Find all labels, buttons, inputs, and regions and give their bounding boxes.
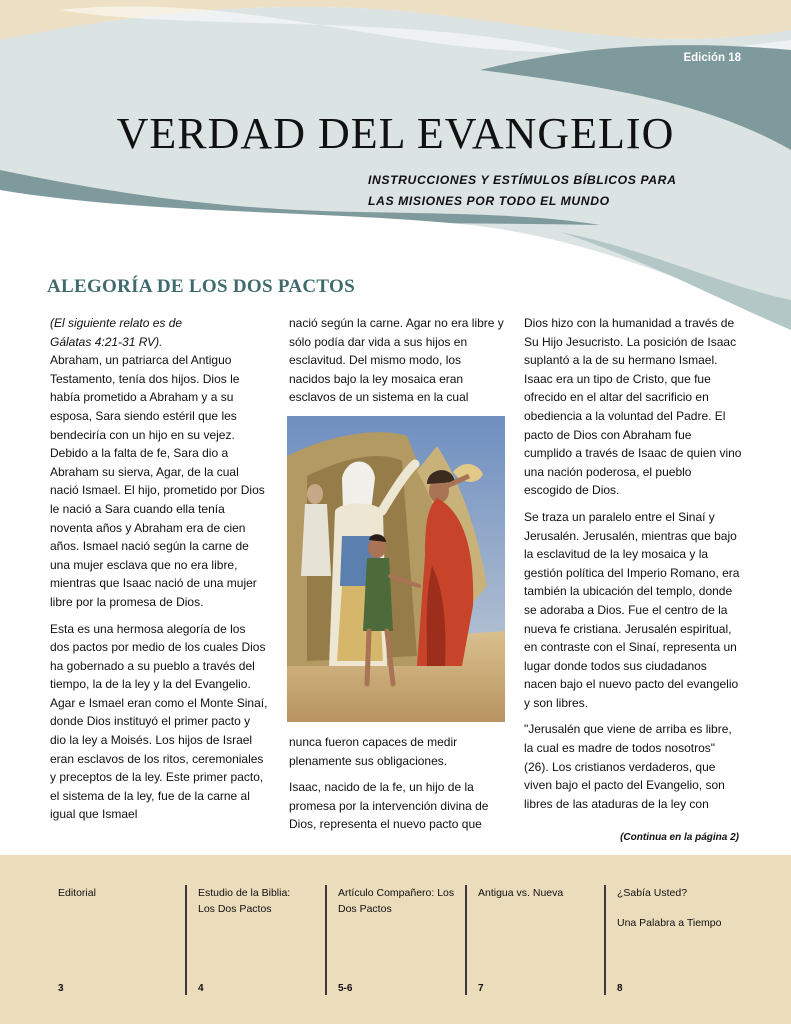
toc-item-page: 3 [58, 983, 64, 994]
edition-number: Edición 18 [683, 52, 741, 64]
toc-divider [604, 885, 606, 995]
toc-item-old-vs-new[interactable] [478, 885, 593, 993]
toc-item-page: 4 [198, 983, 204, 994]
toc-item-page: 5-6 [338, 983, 353, 994]
tagline-line-2: LAS MISIONES POR TODO EL MUNDO [368, 194, 610, 208]
toc-item-title: Artículo Compañero: Los Dos Pactos [338, 887, 455, 915]
masthead-title: VERDAD DEL EVANGELIO [116, 109, 675, 158]
paragraph: Dios hizo con la humanidad a través de Su Hijo Jesucristo. La posición de Isaac suplantó a la de su hermano Ismael. Isaac era un tipo de Cristo, que fue ofrecido en el altar del sacrificio en obediencia a la voluntad del Padre. El pacto de Dios con Abraham fue cumplido a través de Isaac de quien vino una nación poderosa, el pueblo escogido de Dios. [524, 316, 742, 498]
toc-item-subtitle: Una Palabra a Tiempo [617, 917, 722, 929]
toc-item-page: 8 [617, 983, 623, 994]
tagline [368, 170, 688, 212]
toc-item-title: Editorial [58, 887, 96, 899]
toc-item-page: 7 [478, 983, 484, 994]
paragraph: nunca fueron capaces de medir plenamente sus obligaciones. [289, 735, 458, 768]
toc-item-companion-article[interactable] [338, 885, 456, 993]
toc-item-title: Estudio de la Biblia: Los Dos Pactos [198, 887, 291, 915]
paragraph: Esta es una hermosa alegoría de los dos pactos por medio de los cuales Dios ha gobernado a su pueblo a través del tiempo, la de la ley y la del Evangelio. Agar e Ismael eran como el Monte Sinaí, donde Dios instituyó el primer pacto y dio la ley a Moisés. Los hijos de Israel eran esclavos de los ritos, ceremoniales y preceptos de la ley. Este primer pacto, el sistema de la ley, fue de la carne al igual que Ismael [50, 621, 268, 822]
paragraph: nació según la carne. Agar no era libre y sólo podía dar vida a sus hijos en esclavitud. Del mismo modo, los nacidos bajo la ley mosaica eran esclavos de un sistema en la cual [289, 316, 504, 405]
intro-line-1: (El siguiente relato es de [50, 316, 183, 330]
toc-item-title: Antigua vs. Nueva [478, 887, 564, 899]
toc-item-title: ¿Sabía Usted? [617, 887, 688, 899]
toc-divider [325, 885, 327, 995]
illustration-art [287, 416, 505, 722]
abraham-hagar-ishmael-illustration [287, 416, 505, 722]
tagline-line-1: INSTRUCCIONES Y ESTÍMULOS BÍBLICOS PARA [368, 173, 677, 187]
toc-item-editorial[interactable] [58, 885, 188, 993]
toc-item-bible-study[interactable] [198, 885, 308, 993]
paragraph: Se traza un paralelo entre el Sinaí y Jerusalén. Jerusalén, mientras que bajo la esclavitud de la ley mosaica y la gestión política del Imperio Romano, era también la ubicación del templo, donde se adoraba a Dios. Fue el centro de la nueva fe cristiana. Jerusalén espiritual, en contraste con el Sinaí, representa un lugar donde todos sus ciudadanos nacen bajo el nuevo pacto del evangelio y son libres. [524, 509, 740, 710]
paragraph: Isaac, nacido de la fe, un hijo de la promesa por la intervención divina de Dios, representa el nuevo pacto que [289, 780, 489, 832]
article-title: ALEGORÍA DE LOS DOS PACTOS [47, 276, 356, 297]
paragraph: Abraham, un patriarca del Antiguo Testamento, tenía dos hijos. Dios le había prometido a Abraham y a su esposa, Sara siendo estéril que les bendeciría con un hijo en su vejez. Debido a la falta de fe, Sara dio a Abraham su sierva, Agar, de la cual nació Ismael. El hijo, prometido por Dios le nació a Sara cuando ella tenía noventa años y Abraham era de cien años. Ismael nació según la carne de una mujer esclava que no era libre, mientras que Isaac nació de una mujer libre por la promesa de Dios. [50, 353, 265, 609]
toc-divider [465, 885, 467, 995]
paragraph: "Jerusalén que viene de arriba es libre, la cual es madre de todos nosotros" (26). Los cristianos verdaderos, que viven bajo el pacto del Evangelio, son libres de las ataduras de la ley con [524, 722, 732, 811]
article-column-2-bottom [289, 733, 505, 842]
intro-line-2: Gálatas 4:21-31 RV). [50, 334, 163, 349]
toc-item-did-you-know[interactable] [617, 885, 747, 993]
article-column-2-top [289, 314, 505, 415]
article-intro [50, 314, 268, 351]
table-of-contents [0, 855, 791, 1024]
toc-divider [185, 885, 187, 995]
article-column-1 [50, 314, 268, 832]
article-column-3 [524, 314, 742, 821]
continued-note: (Continua en la página 2) [620, 832, 739, 843]
